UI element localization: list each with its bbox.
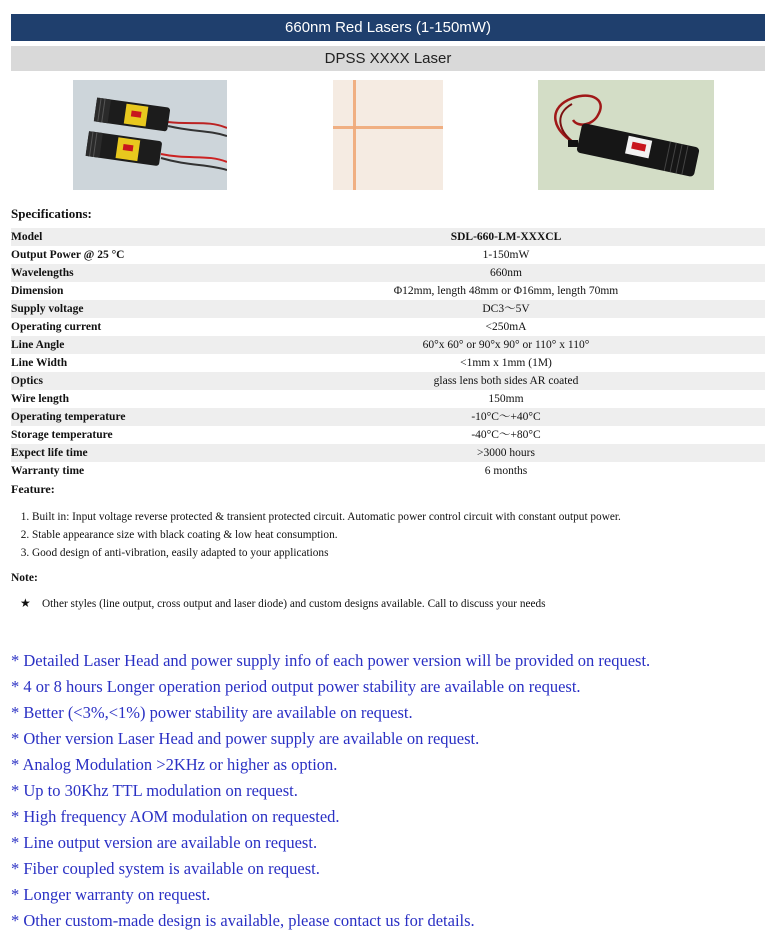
list-item: * Analog Modulation >2KHz or higher as option. bbox=[11, 755, 338, 774]
spec-value: 1-150mW bbox=[482, 249, 530, 261]
list-item: * High frequency AOM modulation on requested. bbox=[11, 807, 340, 826]
product-subtitle: DPSS XXXX Laser bbox=[11, 46, 765, 71]
spec-label: Line Width bbox=[11, 357, 68, 369]
spec-label: Operating current bbox=[11, 321, 102, 333]
feature-list bbox=[0, 508, 772, 562]
table-row bbox=[11, 390, 765, 408]
list-item: 2. Stable appearance size with black coating & low heat consumption. bbox=[32, 526, 772, 544]
list-item: * Longer warranty on request. bbox=[11, 885, 211, 904]
spec-label: Output Power @ 25 °C bbox=[11, 249, 125, 261]
spec-value: Φ12mm, length 48mm or Φ16mm, length 70mm bbox=[393, 285, 619, 297]
product-photo-module-cable bbox=[538, 80, 714, 190]
spec-label: Expect life time bbox=[11, 444, 271, 462]
spec-label: Optics bbox=[11, 372, 271, 390]
list-item: * 4 or 8 hours Longer operation period output power stability are available on request. bbox=[11, 677, 581, 696]
table-row bbox=[11, 228, 765, 246]
spec-value: -10°C～+40°C bbox=[271, 408, 765, 426]
custom-options-list bbox=[11, 648, 650, 934]
spec-label: Model bbox=[11, 228, 271, 246]
feature-heading: Feature: bbox=[11, 482, 55, 496]
spec-label: Wire length bbox=[11, 393, 70, 405]
table-row bbox=[11, 282, 765, 300]
note-body: Other styles (line output, cross output and laser diode) and custom designs available. Call to discuss your needs bbox=[42, 598, 546, 610]
table-row bbox=[11, 426, 765, 444]
spec-value: -40°C～+80°C bbox=[471, 429, 541, 441]
page-title: 660nm Red Lasers (1-150mW) bbox=[11, 14, 765, 41]
table-row bbox=[11, 246, 765, 264]
spec-label: Operating temperature bbox=[11, 408, 271, 426]
spec-value: <250mA bbox=[485, 321, 527, 333]
spec-value: 60°x 60° or 90°x 90° or 110° x 110° bbox=[271, 336, 765, 354]
spec-value: SDL-660-LM-XXXCL bbox=[271, 228, 765, 246]
spec-value: glass lens both sides AR coated bbox=[271, 372, 765, 390]
spec-value: <1mm x 1mm (1M) bbox=[460, 357, 552, 369]
table-row bbox=[11, 444, 765, 462]
table-row bbox=[11, 354, 765, 372]
table-row bbox=[11, 336, 765, 354]
list-item: * Other version Laser Head and power supply are available on request. bbox=[11, 729, 480, 748]
list-item: * Better (<3%,<1%) power stability are available on request. bbox=[11, 703, 413, 722]
table-row bbox=[11, 462, 765, 480]
spec-label: Line Angle bbox=[11, 336, 271, 354]
note-text bbox=[20, 596, 546, 611]
spec-label: Storage temperature bbox=[11, 429, 113, 441]
list-item: 3. Good design of anti-vibration, easily adapted to your applications bbox=[32, 544, 772, 562]
list-item: * Fiber coupled system is available on request. bbox=[11, 859, 320, 878]
spec-label: Dimension bbox=[11, 285, 64, 297]
spec-value: DC3～5V bbox=[271, 300, 765, 318]
spec-value: 150mm bbox=[488, 393, 524, 405]
spec-label: Wavelengths bbox=[11, 264, 271, 282]
specifications-heading: Specifications: bbox=[11, 206, 92, 221]
table-row bbox=[11, 408, 765, 426]
note-heading: Note: bbox=[11, 572, 38, 584]
product-photo-cross-line bbox=[333, 80, 443, 190]
product-photo-modules bbox=[73, 80, 227, 190]
table-row bbox=[11, 300, 765, 318]
spec-value: >3000 hours bbox=[271, 444, 765, 462]
list-item: * Other custom-made design is available, please contact us for details. bbox=[11, 911, 475, 930]
spec-value: 660nm bbox=[271, 264, 765, 282]
list-item: * Line output version are available on request. bbox=[11, 833, 318, 852]
table-row bbox=[11, 318, 765, 336]
spec-label: Warranty time bbox=[11, 465, 85, 477]
table-row bbox=[11, 264, 765, 282]
spec-value: 6 months bbox=[484, 465, 528, 477]
list-item: * Detailed Laser Head and power supply info of each power version will be provided on request. bbox=[11, 651, 651, 670]
specifications-table bbox=[11, 228, 765, 480]
list-item: 1. Built in: Input voltage reverse protected & transient protected circuit. Automatic power control circuit with constant output power. bbox=[32, 508, 772, 526]
list-item: * Up to 30Khz TTL modulation on request. bbox=[11, 781, 298, 800]
star-icon: ★ bbox=[20, 596, 31, 610]
spec-label: Supply voltage bbox=[11, 300, 271, 318]
table-row bbox=[11, 372, 765, 390]
